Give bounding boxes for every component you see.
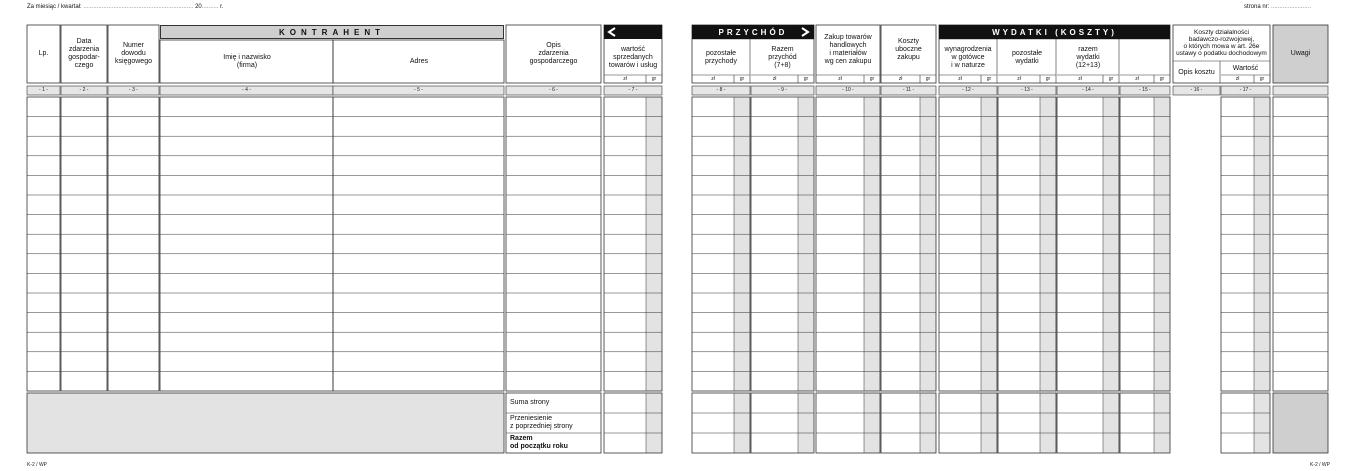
arrow-left-icon bbox=[607, 27, 617, 37]
gr-label: gr bbox=[1259, 76, 1265, 82]
przychod-label: PRZYCHÓD bbox=[718, 27, 788, 37]
gr-shade bbox=[734, 393, 750, 453]
body-column bbox=[160, 97, 333, 391]
column-number-2: - 2 - bbox=[79, 87, 89, 93]
column-number-17: - 17 - bbox=[1239, 87, 1252, 93]
gr-shade bbox=[1154, 97, 1170, 391]
gr-shade bbox=[646, 97, 662, 391]
column-number-15: - 15 - bbox=[1139, 87, 1151, 93]
gr-shade bbox=[1254, 393, 1270, 453]
gr-shade bbox=[798, 393, 814, 453]
zl-label: zł bbox=[1078, 76, 1082, 82]
gr-shade bbox=[981, 97, 997, 391]
header-pozostale-wydatki: pozostałe wydatki bbox=[1012, 49, 1042, 65]
header-opis-kosztu: Opis kosztu bbox=[1178, 68, 1215, 76]
gr-shade bbox=[734, 97, 750, 391]
form-code-right: K-2 / WP bbox=[1309, 462, 1330, 468]
body-column bbox=[1273, 97, 1328, 391]
column-number-10: - 10 - bbox=[842, 87, 854, 93]
column-number-11: - 11 - bbox=[902, 87, 915, 93]
zl-label: zł bbox=[898, 76, 903, 82]
column-number-13: - 13 - bbox=[1021, 87, 1033, 93]
gr-shade bbox=[1254, 97, 1270, 391]
header-wydatki: WYDATKI (KOSZTY) bbox=[939, 25, 1170, 39]
year-dots: .......... bbox=[201, 4, 219, 10]
gr-label: gr bbox=[986, 76, 992, 82]
header-koszty-uboczne: Koszty uboczne zakupu bbox=[895, 38, 922, 61]
column-number-12: - 12 - bbox=[962, 87, 974, 93]
zl-label: zł bbox=[958, 76, 962, 82]
gr-label: gr bbox=[869, 76, 875, 82]
form-code-left: K-2 / WP bbox=[27, 462, 48, 468]
gr-shade bbox=[920, 97, 936, 391]
body-column bbox=[333, 97, 504, 391]
gr-shade bbox=[1103, 393, 1119, 453]
header-wynagrodzenia: wynagrodzenia w gotówce i w naturze bbox=[944, 45, 992, 69]
footer-gray-area bbox=[27, 393, 504, 453]
header-kontrahent: KONTRAHENT bbox=[160, 25, 504, 39]
body-column bbox=[506, 97, 601, 391]
zl-label: zł bbox=[838, 76, 842, 82]
column-number-6: - 6 - bbox=[549, 87, 558, 93]
zl-label: zł bbox=[1017, 76, 1021, 82]
zl-label: zł bbox=[1235, 76, 1240, 82]
header-wartosc-br: Wartość bbox=[1232, 65, 1259, 72]
header-adres: Adres bbox=[409, 57, 429, 65]
gr-shade bbox=[1103, 97, 1119, 391]
header-koszty-br: Koszty działalności badawczo-rozwojowej, o których mowa w art. 26e ustawy o podatku dochodowym bbox=[1176, 29, 1267, 57]
gr-label: gr bbox=[1108, 76, 1114, 82]
header-uwagi: Uwagi bbox=[1290, 50, 1311, 57]
column-number-8: - 8 - bbox=[716, 87, 726, 93]
gr-shade bbox=[981, 393, 997, 453]
column-number-5: - 5 - bbox=[414, 87, 423, 93]
month-label: Za miesiąc / kwartał: bbox=[27, 4, 82, 10]
zl-label: zł bbox=[711, 76, 715, 82]
gr-shade bbox=[798, 97, 814, 391]
gr-label: gr bbox=[925, 76, 931, 82]
column-number-9: - 9 - bbox=[778, 87, 787, 93]
header-zakup-towarow: Zakup towarów handlowych i materiałów wg cen zakupu bbox=[824, 34, 872, 65]
gr-shade bbox=[1154, 393, 1170, 453]
gr-shade bbox=[646, 393, 662, 453]
header-imie-nazwisko: Imię i nazwisko (firma) bbox=[223, 53, 271, 69]
zl-label: zł bbox=[623, 76, 627, 82]
header-przychod bbox=[692, 25, 814, 39]
header-razem-wydatki: razem wydatki (12+13) bbox=[1075, 45, 1101, 69]
header-numer-dowodu: Numer dowodu księgowego bbox=[115, 42, 152, 65]
month-dots: .................................................................. bbox=[83, 4, 194, 10]
footer-uwagi-gray bbox=[1273, 393, 1328, 453]
year-suffix: r. bbox=[220, 4, 224, 10]
gr-shade bbox=[864, 393, 880, 453]
gr-shade bbox=[1040, 393, 1056, 453]
footer-przeniesienie: Przeniesienie z poprzedniej strony bbox=[510, 415, 573, 430]
header-opis-zdarzenia: Opis zdarzenia gospodarczego bbox=[529, 42, 578, 65]
gr-label: gr bbox=[803, 76, 809, 82]
column-number-16: - 16 - bbox=[1190, 87, 1203, 93]
arrow-right-icon bbox=[800, 27, 810, 37]
column-number-3: - 3 - bbox=[129, 87, 138, 93]
year-prefix: 20 bbox=[195, 4, 202, 10]
page-dots: ........................ bbox=[1271, 4, 1312, 10]
column-number-7: - 7 - bbox=[628, 87, 638, 93]
header-data-zdarzenia: Data zdarzenia gospodar- czego bbox=[68, 38, 100, 69]
header-wartosc-sprzedanych: wartość sprzedanych towarów i usług bbox=[608, 45, 658, 69]
body-column bbox=[27, 97, 60, 391]
column-number-18 bbox=[1273, 86, 1328, 95]
header-lp: Lp. bbox=[38, 50, 49, 57]
column-number-4: - 4 - bbox=[242, 87, 251, 93]
zl-label: zł bbox=[772, 76, 777, 82]
gr-label: gr bbox=[1045, 76, 1051, 82]
column-number-14: - 14 - bbox=[1082, 87, 1094, 93]
body-column bbox=[108, 97, 159, 391]
gr-label: gr bbox=[739, 76, 745, 82]
body-column bbox=[61, 97, 107, 391]
footer-suma-strony: Suma strony bbox=[510, 399, 550, 406]
header-przychod-arrow-left bbox=[604, 25, 662, 39]
gr-shade bbox=[1040, 97, 1056, 391]
header-pozostale-przychody: pozostałe przychody bbox=[705, 49, 737, 65]
page-label: strona nr: bbox=[1244, 4, 1270, 10]
zl-label: zł bbox=[1135, 76, 1139, 82]
gr-shade bbox=[920, 393, 936, 453]
column-number-1: - 1 - bbox=[39, 87, 48, 93]
gr-label: gr bbox=[1159, 76, 1165, 82]
header-razem-przychod: Razem przychód (7+8) bbox=[768, 45, 797, 69]
gr-label: gr bbox=[651, 76, 657, 82]
footer-razem: Razem od początku roku bbox=[510, 435, 568, 450]
gr-shade bbox=[864, 97, 880, 391]
